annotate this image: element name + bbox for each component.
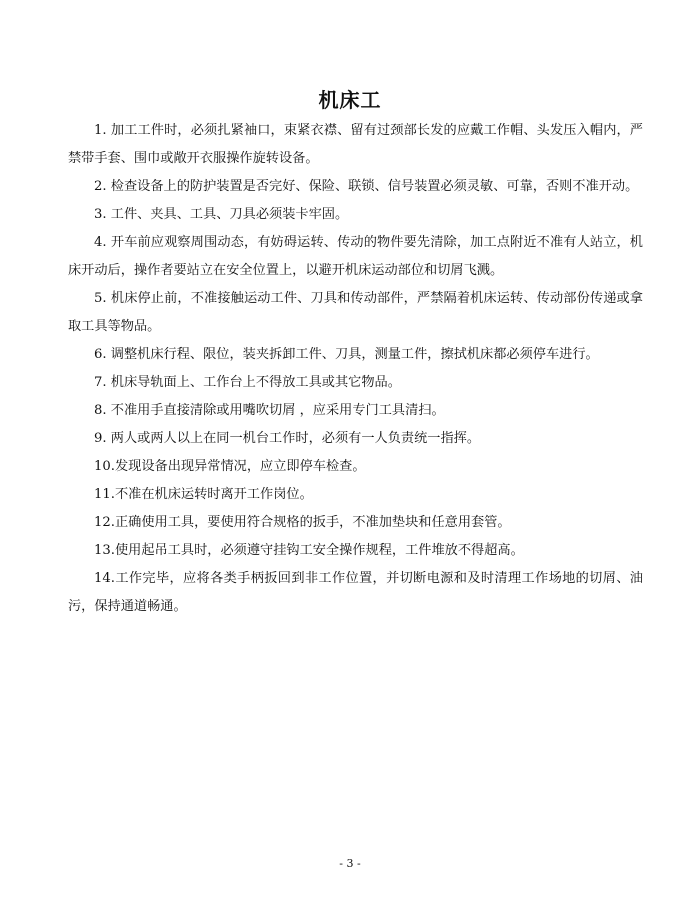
- rule-13: 13.使用起吊工具时，必须遵守挂钩工安全操作规程，工件堆放不得超高。: [94, 543, 524, 558]
- safety-rules-list: [68, 117, 643, 621]
- page-number: - 3 -: [339, 857, 361, 870]
- rule-14: 14.工作完毕，应将各类手柄扳回到非工作位置，并切断电源和及时清理工作场地的切屑、油污，保持通道畅通。: [68, 571, 643, 614]
- page-title: 机床工: [318, 88, 382, 112]
- rule-6: 6. 调整机床行程、限位，装夹拆卸工件、刀具，测量工件，擦拭机床都必须停车进行。: [94, 347, 599, 362]
- rule-8: 8. 不准用手直接清除或用嘴吹切屑 ，应采用专门工具清扫。: [94, 403, 445, 418]
- rule-3: 3. 工件、夹具、工具、刀具必须装卡牢固。: [94, 207, 349, 222]
- rule-7: 7. 机床导轨面上、工作台上不得放工具或其它物品。: [94, 375, 401, 390]
- rule-10: 10.发现设备出现异常情况，应立即停车检查。: [94, 459, 366, 474]
- rule-11: 11.不准在机床运转时离开工作岗位。: [94, 487, 313, 502]
- rule-12: 12.正确使用工具，要使用符合规格的扳手，不准加垫块和任意用套管。: [94, 515, 511, 530]
- rule-9: 9. 两人或两人以上在同一机台工作时，必须有一人负责统一指挥。: [94, 431, 481, 446]
- rule-1: 1. 加工工件时，必须扎紧袖口，束紧衣襟、留有过颈部长发的应戴工作帽、头发压入帽内，严禁带手套、围巾或敞开衣服操作旋转设备。: [68, 123, 643, 166]
- rule-5: 5. 机床停止前，不准接触运动工件、刀具和传动部件，严禁隔着机床运转、传动部份传递或拿取工具等物品。: [68, 291, 643, 334]
- rule-4: 4. 开车前应观察周围动态，有妨碍运转、传动的物件要先清除，加工点附近不准有人站立，机床开动后，操作者要站立在安全位置上，以避开机床运动部位和切屑飞溅。: [68, 235, 643, 278]
- rule-2: 2. 检查设备上的防护装置是否完好、保险、联锁、信号装置必须灵敏、可靠，否则不准开动。: [94, 179, 639, 194]
